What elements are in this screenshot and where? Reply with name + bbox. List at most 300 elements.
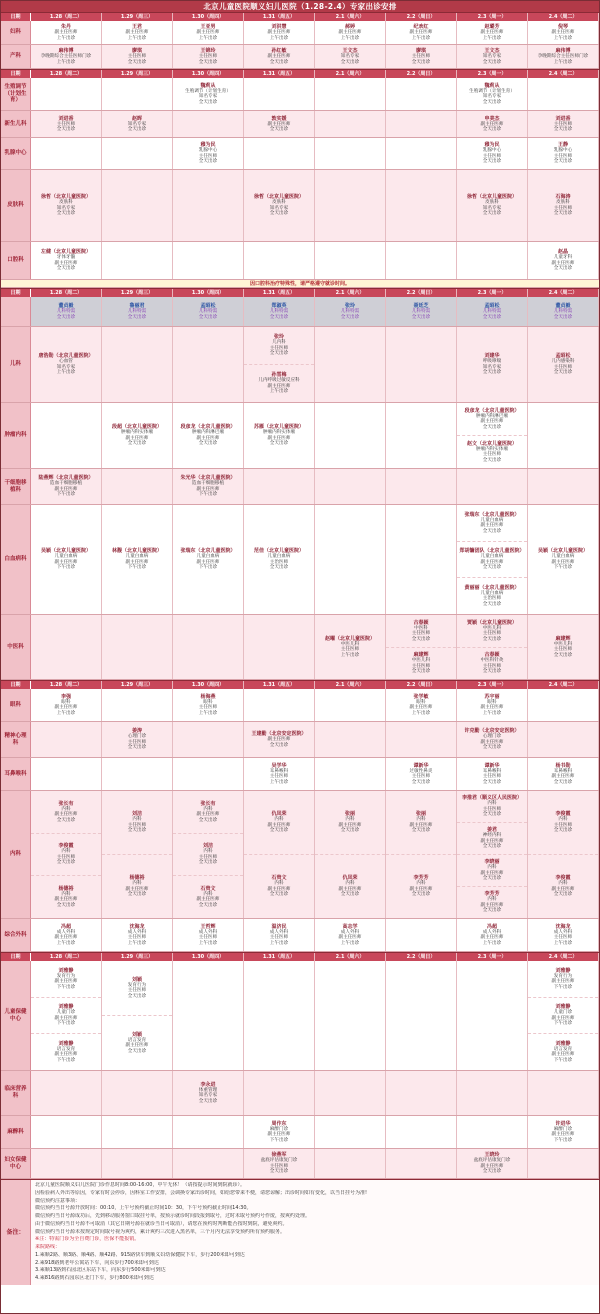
department-label: 眼科	[1, 689, 31, 721]
doctor-detail: 副主任医师	[551, 1015, 575, 1021]
doctor-detail: 成人外科	[269, 929, 289, 935]
doctor-detail: 全天出诊	[482, 99, 502, 105]
schedule-cell	[244, 505, 315, 614]
doctor-detail: 全天出诊	[482, 370, 502, 376]
doctor-entry	[315, 919, 385, 951]
doctor-detail: 副主任医师	[551, 1052, 575, 1058]
doctor-detail: 上午出诊	[269, 389, 289, 395]
doctor-detail: 副主任医师	[480, 838, 504, 844]
schedule-cell	[173, 615, 244, 679]
doctor-detail: 副主任医师	[196, 435, 220, 441]
schedule-cell	[173, 297, 244, 326]
schedule-cell	[386, 961, 457, 1070]
doctor-detail: 主任医师	[198, 54, 218, 59]
schedule-cell	[244, 758, 315, 790]
doctor-detail: 主任医师	[482, 631, 502, 636]
doctor-name: 孟昭松	[200, 303, 216, 309]
doctor-detail: 上午出诊	[340, 652, 360, 658]
schedule-section	[1, 12, 599, 69]
doctor-detail: 副主任医师	[267, 121, 291, 127]
doctor-detail: 主任医师	[482, 452, 502, 458]
date-header-cell: 2.1（周六）	[315, 13, 386, 21]
schedule-cell	[457, 505, 528, 614]
doctor-name: 段彦龙（北京儿童医院）	[464, 407, 520, 414]
doctor-name: 杨书勋	[555, 762, 571, 769]
doctor-entry	[102, 722, 172, 757]
doctor-name: 冯超	[486, 923, 497, 930]
doctor-detail: 副主任医师	[267, 435, 291, 441]
doctor-detail: 儿童门诊	[553, 1010, 573, 1016]
doctor-detail: 主任医师	[340, 647, 360, 653]
doctor-name: 李永进	[200, 1081, 216, 1088]
schedule-cell	[173, 961, 244, 1070]
schedule-cell	[528, 758, 599, 790]
doctor-detail: 上午出诊	[127, 940, 147, 946]
date-header-cell: 2.4（周二）	[528, 953, 599, 961]
schedule-cell	[102, 1149, 173, 1178]
doctor-detail: 上午出诊	[56, 35, 76, 41]
schedule-cell	[457, 722, 528, 757]
department-row	[1, 403, 599, 469]
date-header-cell: 2.1（周六）	[315, 70, 386, 78]
department-row	[1, 961, 599, 1071]
schedule-cell	[173, 919, 244, 951]
doctor-detail: 生殖调节（计划生育）	[185, 88, 231, 94]
doctor-name: 李俊霞	[58, 843, 74, 850]
department-row	[1, 111, 599, 138]
doctor-detail: 全天出诊	[553, 127, 573, 132]
doctor-detail: 全天出诊	[56, 860, 76, 866]
schedule-cell	[102, 1116, 173, 1148]
doctor-name: 古春颖	[484, 652, 500, 658]
doctor-detail: 上午出诊	[56, 940, 76, 946]
doctor-name: 赵文（北京儿童医院）	[466, 440, 517, 447]
doctor-detail: 知名专家	[56, 364, 76, 370]
doctor-entry	[457, 689, 527, 721]
doctor-detail: 下午出诊	[56, 1057, 76, 1063]
doctor-name: 王君	[131, 24, 142, 30]
schedule-cell	[102, 615, 173, 679]
doctor-entry	[244, 1149, 314, 1178]
doctor-detail: 副主任医师	[267, 54, 291, 59]
doctor-name: 郑胡镛团队（北京儿童医院）	[459, 548, 525, 555]
schedule-cell	[244, 722, 315, 757]
schedule-cell	[457, 1071, 528, 1115]
doctor-detail: 下午出诊	[198, 492, 218, 498]
doctor-entry	[31, 170, 101, 241]
schedule-cell	[173, 1149, 244, 1178]
department-label: 乳腺中心	[1, 138, 31, 169]
doctor-detail: 全天出诊	[127, 745, 147, 751]
doctor-detail: 上午出诊	[269, 940, 289, 946]
doctor-detail: 全天出诊	[482, 745, 502, 751]
doctor-detail: 副主任医师	[551, 979, 575, 985]
schedule-cell	[457, 1149, 528, 1178]
doctor-detail: 全天出诊	[482, 565, 502, 571]
schedule-cell	[173, 111, 244, 137]
doctor-detail: 副主任医师	[54, 30, 78, 35]
doctor-name: 杨海燕	[200, 693, 216, 700]
schedule-cell	[528, 21, 599, 44]
doctor-detail: 乳腺中心	[198, 148, 218, 154]
schedule-cell	[315, 1071, 386, 1115]
doctor-detail: 全天出诊	[269, 211, 289, 217]
schedule-cell	[173, 689, 244, 721]
doctor-detail: 儿科特需	[553, 309, 573, 314]
doctor-detail: 副主任医师	[54, 979, 78, 985]
doctor-name: 孙雪梅	[271, 372, 287, 379]
schedule-cell	[31, 961, 102, 1070]
schedule-cell	[457, 242, 528, 279]
doctor-detail: 神经内科	[482, 833, 502, 839]
doctor-detail: 主任医师	[411, 54, 431, 59]
doctor-name: 刘雅静	[58, 1004, 74, 1011]
schedule-cell	[315, 78, 386, 110]
doctor-entry	[457, 822, 527, 854]
doctor-name: 刘洁	[202, 843, 213, 850]
doctor-name: 敦实媛	[271, 115, 287, 122]
schedule-cell	[31, 1116, 102, 1148]
doctor-detail: 副主任医师	[480, 30, 504, 35]
doctor-detail: 主任医师	[269, 345, 289, 351]
doctor-name: 温济民	[271, 923, 287, 930]
doctor-detail: 主任医师	[198, 705, 218, 711]
doctor-detail: 副主任医师	[54, 486, 78, 492]
doctor-detail: 副主任医师	[338, 886, 362, 892]
schedule-cell	[173, 45, 244, 68]
doctor-detail: 下午出诊	[56, 1021, 76, 1027]
doctor-detail: 全天出诊	[56, 211, 76, 217]
department-row	[1, 242, 599, 280]
doctor-detail: 生殖调节（计划生育）	[469, 88, 515, 94]
schedule-cell	[173, 403, 244, 468]
doctor-detail: 儿内科	[272, 340, 286, 346]
schedule-cell	[528, 78, 599, 110]
doctor-detail: 副主任医师	[54, 705, 78, 711]
doctor-detail: 全天出诊	[127, 59, 147, 65]
doctor-name: 刘洪慧	[271, 24, 287, 30]
doctor-detail: 全天出诊	[198, 1098, 218, 1104]
doctor-detail: 副主任医师	[125, 30, 149, 35]
doctor-detail: 知名专家	[198, 94, 218, 100]
schedule-cell	[315, 689, 386, 721]
doctor-entry	[528, 791, 598, 854]
schedule-cell	[102, 791, 173, 918]
doctor-name: 王文杰	[342, 48, 358, 54]
doctor-entry	[102, 791, 172, 854]
date-header-cell: 1.29（周三）	[102, 289, 173, 297]
doctor-detail: 中医科针灸	[480, 658, 504, 663]
doctor-detail: 全天出诊	[482, 669, 502, 674]
doctor-detail: 副主任医师	[551, 886, 575, 892]
doctor-detail: 主任医师	[269, 935, 289, 941]
schedule-cell	[31, 615, 102, 679]
doctor-detail: 孕晚期综合主任医师门诊	[537, 54, 589, 59]
doctor-detail: 主任医师	[127, 935, 147, 941]
doctor-detail: 全天出诊	[482, 779, 502, 785]
schedule-cell	[173, 78, 244, 110]
department-label: 皮肤科	[1, 170, 31, 241]
doctor-detail: 内科	[274, 881, 284, 887]
doctor-entry	[31, 45, 101, 68]
doctor-detail: 儿童白血病	[196, 554, 220, 560]
doctor-name: 申美杰	[484, 115, 500, 122]
doctor-name: 周作东	[271, 1120, 287, 1127]
doctor-entry	[315, 21, 385, 44]
doctor-detail: 眼科	[487, 699, 497, 705]
doctor-detail: 上午出诊	[482, 710, 502, 716]
doctor-detail: 内科	[203, 891, 213, 897]
doctor-detail: 主任医师	[411, 631, 431, 636]
doctor-entry	[386, 297, 456, 326]
doctor-name: 刘雅静	[555, 967, 571, 974]
doctor-detail: 儿科特需	[269, 309, 289, 314]
schedule-cell	[173, 138, 244, 169]
doctor-detail: 成人外科	[553, 929, 573, 935]
doctor-detail: 全天出诊	[553, 370, 573, 376]
doctor-name: 王建勤（北京安定医院）	[251, 731, 307, 737]
schedule-cell	[457, 469, 528, 504]
doctor-entry	[528, 297, 598, 326]
schedule-cell	[386, 689, 457, 721]
doctor-detail: 副主任医师	[338, 822, 362, 828]
doctor-name: 刘建华	[484, 353, 500, 360]
doctor-detail: 副主任医师	[551, 1132, 575, 1138]
doctor-detail: 全天出诊	[56, 266, 76, 272]
doctor-detail: 语言发育	[127, 1037, 147, 1043]
doctor-detail: 副主任医师	[409, 886, 433, 892]
doctor-detail: 体重管理	[198, 1087, 218, 1093]
doctor-entry	[244, 111, 314, 137]
doctor-entry	[457, 435, 527, 468]
schedule-cell	[386, 111, 457, 137]
date-header-row	[1, 681, 599, 689]
schedule-cell	[386, 1149, 457, 1178]
doctor-entry	[528, 505, 598, 614]
doctor-detail: 副主任医师	[480, 705, 504, 711]
doctor-detail: 儿童门诊	[56, 1010, 76, 1016]
schedule-cell	[386, 722, 457, 757]
doctor-detail: 上午出诊	[198, 35, 218, 41]
doctor-name: 石贵文	[200, 885, 216, 892]
doctor-entry	[31, 297, 101, 326]
date-header-row	[1, 953, 599, 961]
doctor-detail: 全天出诊	[340, 314, 360, 320]
doctor-name: 许克勤（北京安定医院）	[464, 728, 520, 735]
doctor-name: 张丽	[415, 811, 426, 818]
doctor-detail: 全天出诊	[269, 59, 289, 65]
doctor-detail: 成人外科	[340, 929, 360, 935]
doctor-entry	[457, 577, 527, 614]
doctor-detail: 上午出诊	[411, 35, 431, 41]
doctor-detail: 下午出诊	[269, 1137, 289, 1143]
schedule-cell	[102, 297, 173, 326]
doctor-detail: 主任医师	[482, 153, 502, 159]
note-line: 因检验病人外出等原因，专家有时会停诊，因科室工作安排，会调换专家出诊时间，如给您带来不便，请您谅解；出诊时间如有变化，以当日挂号为准!	[35, 1189, 368, 1196]
doctor-entry	[528, 21, 598, 44]
doctor-entry	[528, 327, 598, 402]
schedule-cell	[31, 722, 102, 757]
doctor-detail: 儿科特需	[56, 309, 76, 314]
doctor-detail: 全天出诊	[269, 441, 289, 447]
schedule-cell	[528, 961, 599, 1070]
doctor-detail: 副主任医师	[480, 523, 504, 529]
doctor-name: 董贞毅	[58, 303, 74, 309]
doctor-detail: 儿童白血病	[480, 517, 504, 523]
doctor-name: 仇凤荣	[271, 811, 287, 818]
doctor-entry	[457, 78, 527, 110]
department-row	[1, 21, 599, 45]
schedule-cell	[102, 111, 173, 137]
doctor-entry	[386, 647, 456, 680]
department-label: 内科	[1, 791, 31, 918]
date-header-row	[1, 13, 599, 21]
doctor-name: 石贵文	[271, 875, 287, 882]
doctor-detail: 主任医师	[198, 935, 218, 941]
schedule-cell	[386, 45, 457, 68]
doctor-name: 魏莉从	[200, 82, 216, 89]
doctor-entry	[31, 875, 101, 918]
doctor-name: 麻伟博	[58, 48, 74, 54]
date-header-cell: 2.3（周一）	[457, 70, 528, 78]
doctor-name: 高志学	[342, 923, 358, 930]
doctor-name: 穆为民	[484, 142, 500, 149]
doctor-detail: 下午出诊	[553, 565, 573, 571]
doctor-detail: 副主任医师	[125, 886, 149, 892]
doctor-detail: 副主任医师	[125, 435, 149, 441]
doctor-detail: 孕晚期综合主任医师门诊	[40, 54, 92, 59]
doctor-name: 徐哲（北京儿童医院）	[40, 194, 91, 201]
doctor-detail: 副主任医师	[54, 897, 78, 903]
department-row	[1, 758, 599, 791]
doctor-name: 张瑞东（北京儿童医院）	[464, 511, 520, 518]
doctor-name: 鲁丽君	[129, 303, 145, 309]
date-label: 日期	[1, 289, 31, 297]
schedule-cell	[457, 21, 528, 44]
schedule-cell	[244, 919, 315, 951]
doctor-entry	[528, 961, 598, 997]
doctor-entry	[244, 505, 314, 614]
doctor-name: 王静	[557, 142, 568, 149]
doctor-detail: 皮肤科	[59, 200, 73, 206]
schedule-cell	[528, 469, 599, 504]
doctor-detail: 知名专家	[56, 205, 76, 211]
doctor-name: 张玲	[273, 334, 284, 341]
doctor-detail: 中医儿科	[553, 641, 573, 647]
doctor-detail: 主治医师	[269, 559, 289, 565]
doctor-detail: 全天出诊	[56, 817, 76, 823]
doctor-detail: 下午出诊	[553, 1021, 573, 1027]
schedule-cell	[102, 505, 173, 614]
doctor-detail: 全天出诊	[56, 902, 76, 908]
schedule-cell	[315, 722, 386, 757]
doctor-detail: 主任医师	[127, 54, 147, 59]
doctor-detail: 全天出诊	[269, 565, 289, 571]
doctor-entry	[244, 45, 314, 68]
date-header-cell: 2.3（周一）	[457, 953, 528, 961]
schedule-cell	[102, 170, 173, 241]
oral-notice: 因口腔科治疗特殊性，请严格遵守就诊时间。	[1, 280, 599, 288]
schedule-cell	[244, 1149, 315, 1178]
doctor-detail: 副主任医师	[480, 739, 504, 745]
doctor-detail: 副主任医师	[409, 822, 433, 828]
doctor-detail: 全天出诊	[482, 876, 502, 882]
doctor-detail: 发育行为	[127, 982, 147, 988]
doctor-detail: 副主任医师	[267, 737, 291, 742]
doctor-name: 孙红敏	[271, 48, 287, 54]
doctor-detail: 下午出诊	[553, 1057, 573, 1063]
date-header-cell: 1.31（周五）	[244, 70, 315, 78]
doctor-detail: 副主任医师	[480, 121, 504, 127]
department-label: 口腔科	[1, 242, 31, 279]
doctor-name: 赵晶	[557, 249, 568, 256]
doctor-entry	[31, 469, 101, 504]
date-header-cell: 1.30（周四）	[173, 681, 244, 689]
schedule-cell	[528, 791, 599, 918]
doctor-detail: 上午出诊	[56, 59, 76, 65]
doctor-detail: 副主任医师	[338, 30, 362, 35]
doctor-detail: 主任医师	[411, 774, 431, 780]
doctor-entry	[528, 138, 598, 169]
doctor-detail: 副主任医师	[196, 812, 220, 818]
schedule-cell	[102, 327, 173, 402]
schedule-cell	[173, 170, 244, 241]
schedule-cell	[244, 403, 315, 468]
doctor-detail: 全天出诊	[269, 892, 289, 898]
doctor-entry	[173, 505, 243, 614]
doctor-entry	[457, 403, 527, 435]
doctor-name: 纪欢红	[413, 24, 429, 30]
doctor-detail: 上午出诊	[56, 370, 76, 376]
department-label: 中医科	[1, 615, 31, 679]
doctor-entry	[457, 791, 527, 822]
note-line: 微信预约当日号源成功后，先到移动服务窗口取挂号单，按预示就诊时间段报到取号，过时未取号预约号作废，按爽约处理。	[35, 1213, 311, 1219]
doctor-entry	[386, 615, 456, 647]
doctor-detail: 全天出诊	[127, 993, 147, 999]
doctor-detail: 语言发育	[553, 1046, 573, 1052]
doctor-detail: 副主任医师	[267, 1132, 291, 1138]
schedule-cell	[457, 615, 528, 679]
doctor-detail: 内科	[416, 881, 426, 887]
doctor-name: 李俊霞	[555, 875, 571, 882]
doctor-entry	[528, 615, 598, 679]
doctor-detail: 全天出诊	[198, 860, 218, 866]
schedule-cell	[457, 138, 528, 169]
doctor-detail: 上午出诊	[269, 35, 289, 41]
schedule-cell	[173, 469, 244, 504]
schedule-cell	[31, 111, 102, 137]
schedule-cell	[173, 505, 244, 614]
doctor-detail: 下午出诊	[56, 984, 76, 990]
doctor-name: 张丽	[344, 811, 355, 818]
doctor-detail: 儿内感染科	[551, 359, 575, 365]
schedule-cell	[173, 1116, 244, 1148]
department-label: 产科	[1, 45, 31, 68]
doctor-name: 黄丽丽（北京儿童医院）	[464, 584, 520, 591]
doctor-detail: 内科	[345, 881, 355, 887]
doctor-detail: 全天出诊	[411, 59, 431, 65]
schedule-cell	[102, 21, 173, 44]
doctor-detail: 肿瘤内科实体瘤	[120, 430, 154, 436]
schedule-section	[1, 69, 599, 288]
doctor-detail: 中医科	[414, 625, 428, 631]
schedule-cell	[528, 327, 599, 402]
schedule-cell	[31, 1149, 102, 1178]
doctor-detail: 眼科	[61, 699, 71, 705]
doctor-detail: 皮肤科	[485, 200, 499, 206]
schedule-section	[1, 680, 599, 952]
doctor-detail: 下午出诊	[553, 1137, 573, 1143]
